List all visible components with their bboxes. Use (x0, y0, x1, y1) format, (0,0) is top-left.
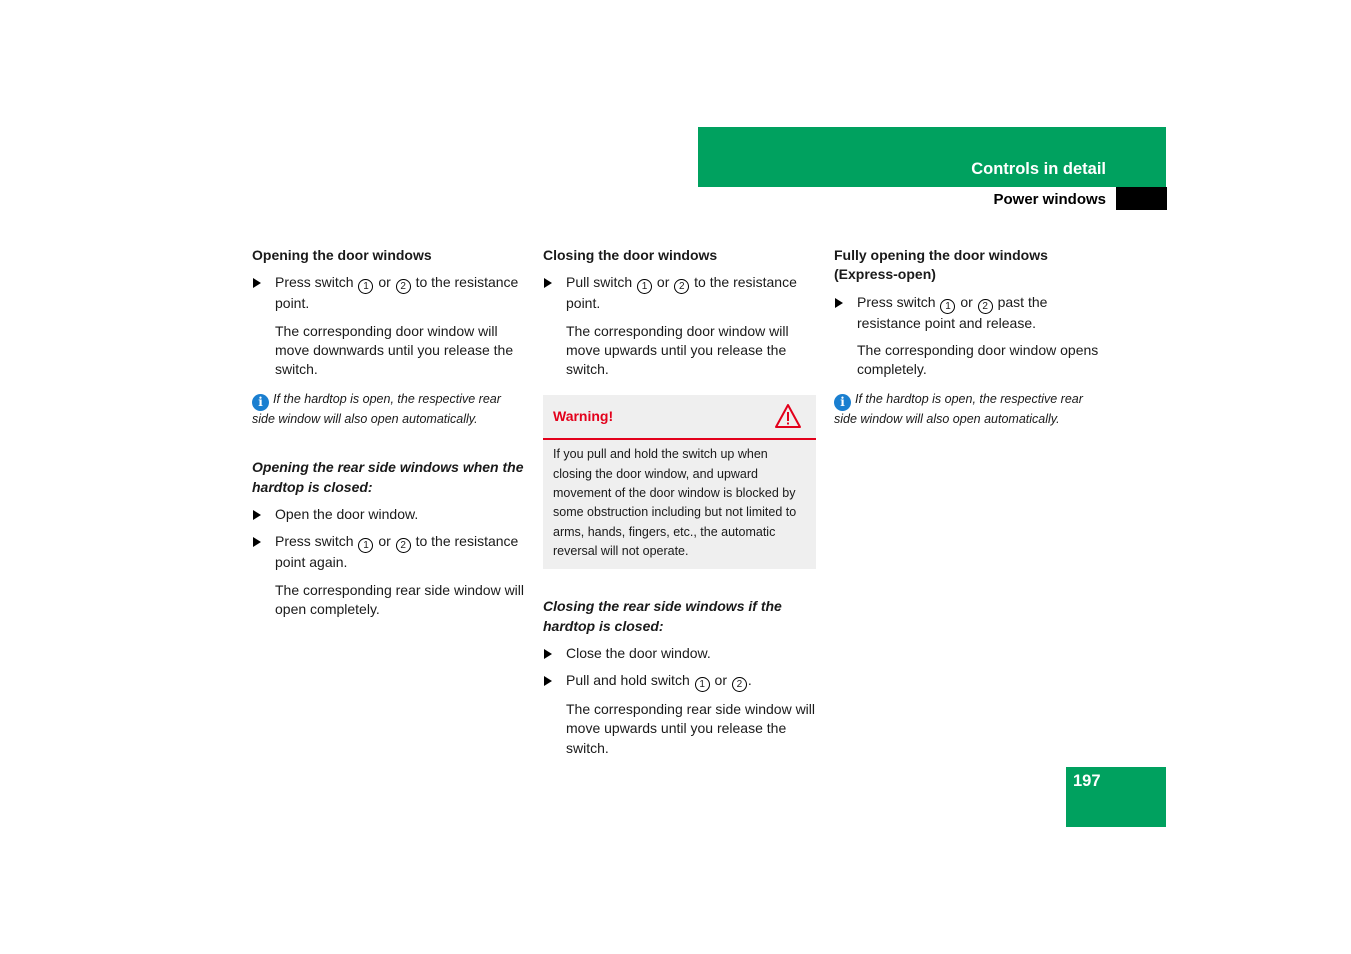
switch-2-label: 2 (732, 677, 747, 692)
info-icon: i (252, 394, 269, 411)
column-1 (252, 246, 525, 627)
warning-box (543, 395, 816, 569)
result-text: The corresponding door window will move downwards until you release the switch. (275, 322, 514, 378)
triangle-bullet-icon (544, 278, 552, 288)
switch-1-label: 1 (695, 677, 710, 692)
chapter-title: Controls in detail (971, 160, 1106, 178)
step-pull-and-hold: Pull and hold switch 1 or 2 . (543, 671, 816, 692)
section-title: Power windows (993, 191, 1106, 208)
switch-2-label: 2 (396, 538, 411, 553)
triangle-bullet-icon (835, 298, 843, 308)
warning-triangle-icon (774, 403, 802, 429)
info-icon: i (834, 394, 851, 411)
triangle-bullet-icon (253, 278, 261, 288)
result-text: The corresponding door window will move upwards until you release the switch. (566, 322, 789, 378)
result-text: The corresponding rear side window will open completely. (275, 581, 525, 617)
step-pull-switch: Pull switch 1 or 2 to the resistance point. (543, 273, 816, 313)
triangle-bullet-icon (253, 510, 261, 520)
result-text: The corresponding rear side window will move upwards until you release the switch. (566, 701, 816, 756)
triangle-bullet-icon (544, 649, 552, 659)
triangle-bullet-icon (544, 676, 552, 686)
step-press-switch-again: Press switch 1 or 2 to the resistance point again. (252, 532, 525, 572)
step-open-door-window: Open the door window. (252, 505, 525, 524)
column-3 (834, 246, 1107, 458)
switch-1-label: 1 (637, 279, 652, 294)
subheading-closing-rear-windows: Closing the rear side windows if the hardtop is closed: (543, 598, 782, 634)
heading-closing-door-windows: Closing the door windows (543, 247, 718, 263)
warning-text: If you pull and hold the switch up when closing the door window, and upward movement of the door window is blocked by some obstruction including but not limited to arms, hands, fingers, etc., the automatic reversal will not operate. (553, 447, 797, 558)
heading-opening-door-windows: Opening the door windows (252, 247, 432, 263)
subheading-rear-side-windows: Opening the rear side windows when the hardtop is closed: (252, 459, 524, 495)
warning-header (543, 395, 816, 440)
step-press-past-resistance: Press switch 1 or 2 past the resistance point and release. (834, 293, 1107, 333)
page-number: 197 (1073, 772, 1101, 790)
info-note: i If the hardtop is open, the respective rear side window will also open automatically. (252, 392, 501, 427)
switch-2-label: 2 (674, 279, 689, 294)
result-text: The corresponding door window opens completely. (857, 341, 1099, 378)
heading-express-open: Fully opening the door windows (Express-open) (834, 247, 1048, 283)
triangle-bullet-icon (253, 537, 261, 547)
section-marker (1116, 187, 1167, 210)
switch-2-label: 2 (396, 279, 411, 294)
switch-2-label: 2 (978, 299, 993, 314)
step-press-switch: Press switch 1 or 2 to the resistance point. (252, 273, 525, 313)
switch-1-label: 1 (940, 299, 955, 314)
warning-title: Warning! (553, 408, 614, 425)
switch-1-label: 1 (358, 538, 373, 553)
column-2 (543, 246, 816, 766)
step-close-door-window: Close the door window. (543, 644, 816, 663)
switch-1-label: 1 (358, 279, 373, 294)
info-note: i If the hardtop is open, the respective rear side window will also open automatically. (834, 392, 1083, 427)
